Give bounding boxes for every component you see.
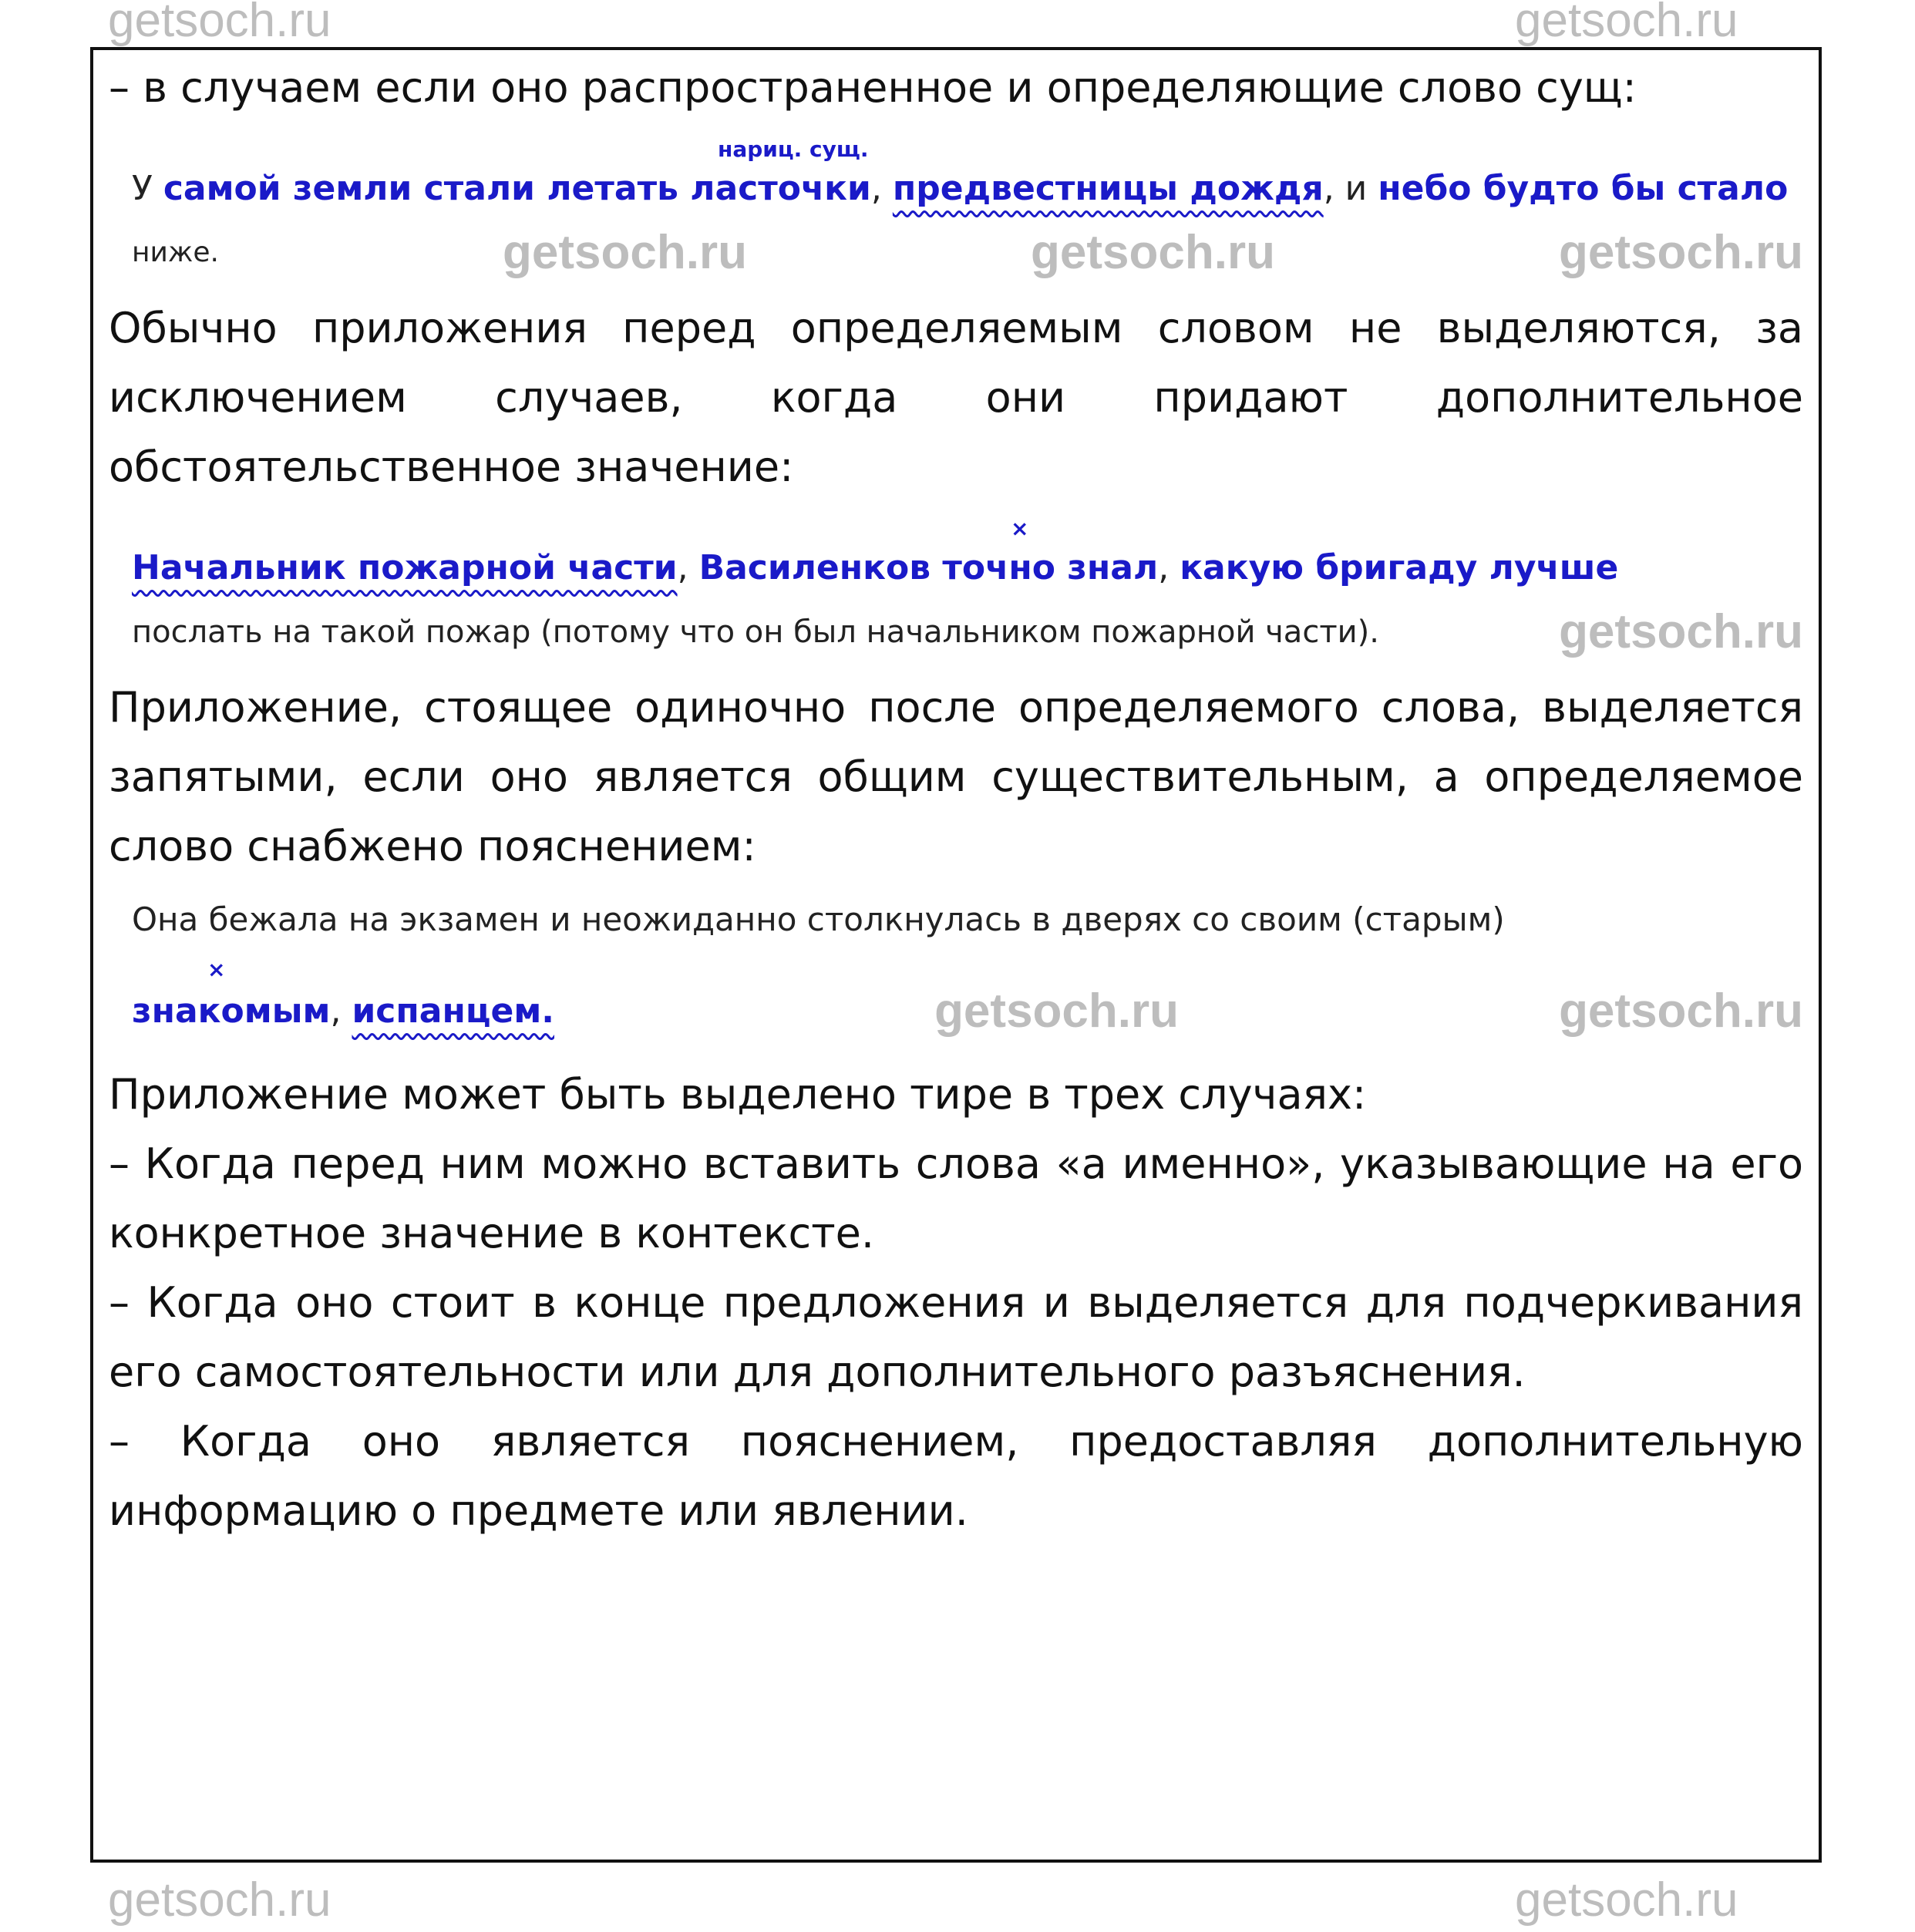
example-text: Василенков точно знал bbox=[698, 548, 1159, 587]
paragraph-3: Приложение, стоящее одиночно после определяемого слова, выделяется запятыми, если оно является общим существительным, а определяемое слово снабжено пояснением: bbox=[109, 683, 1803, 870]
content-frame bbox=[90, 47, 1822, 1863]
watermark: getsoch.ru bbox=[108, 1873, 332, 1927]
watermark: getsoch.ru bbox=[934, 985, 1179, 1038]
watermark: getsoch.ru bbox=[1515, 0, 1738, 47]
example-text: небо будто бы стало bbox=[1378, 169, 1789, 208]
example-text: , и bbox=[1323, 169, 1378, 208]
example-2-tail: послать на такой пожар (потому что он был начальником пожарной части). bbox=[132, 614, 1379, 650]
annotation: нариц. сущ. bbox=[718, 136, 869, 162]
watermark: getsoch.ru bbox=[1515, 1873, 1738, 1927]
example-text: , bbox=[870, 169, 893, 208]
watermark: getsoch.ru bbox=[1559, 985, 1803, 1038]
cross-mark: × bbox=[207, 957, 226, 982]
list-item: – Когда перед ним можно вставить слова «а именно», указывающие на его конкретное значение в контексте. bbox=[109, 1139, 1803, 1257]
apposition: предвестницы дождя bbox=[892, 169, 1324, 208]
watermark: getsoch.ru bbox=[1559, 226, 1803, 279]
cross-mark: × bbox=[1011, 516, 1029, 541]
example-2 bbox=[109, 516, 1803, 591]
example-2-tail-row bbox=[109, 607, 1803, 658]
list-intro: Приложение может быть выделено тире в трех случаях: bbox=[109, 1070, 1367, 1119]
paragraph-4 bbox=[109, 1060, 1803, 1546]
example-1-tail: ниже. bbox=[132, 237, 219, 268]
example-3-line2 bbox=[109, 957, 1803, 1038]
list-item: – Когда оно является пояснением, предоставляя дополнительную информацию о предмете или явлении. bbox=[109, 1417, 1803, 1535]
example-text: какую бригаду лучше bbox=[1180, 548, 1619, 587]
list-item: – Когда оно стоит в конце предложения и выделяется для подчеркивания его самостоятельности или для дополнительного разъяснения. bbox=[109, 1278, 1803, 1396]
watermark: getsoch.ru bbox=[1031, 226, 1275, 279]
example-3-line1: Она бежала на экзамен и неожиданно столкнулась в дверях со своим (старым) bbox=[132, 900, 1505, 938]
example-1-tail-row bbox=[109, 227, 1803, 278]
example-3-words bbox=[132, 988, 554, 1035]
watermark: getsoch.ru bbox=[1559, 605, 1803, 658]
example-text: У bbox=[132, 169, 163, 208]
example-1 bbox=[109, 136, 1803, 212]
example-text: , bbox=[1158, 548, 1180, 587]
apposition: испанцем. bbox=[352, 991, 554, 1031]
watermark: getsoch.ru bbox=[108, 0, 332, 47]
example-text: , bbox=[330, 991, 352, 1031]
example-text: знакомым bbox=[132, 991, 331, 1031]
example-text: , bbox=[677, 548, 699, 587]
paragraph-2: Обычно приложения перед определяемым словом не выделяются, за исключением случаев, когда они придают дополнительное обстоятельственное значение: bbox=[109, 304, 1803, 491]
paragraph-1: – в случаем если оно распространенное и определяющие слово сущ: bbox=[109, 63, 1637, 112]
apposition: Начальник пожарной части bbox=[132, 548, 678, 587]
watermark: getsoch.ru bbox=[503, 226, 747, 279]
example-text: самой земли стали летать ласточки bbox=[163, 169, 871, 208]
